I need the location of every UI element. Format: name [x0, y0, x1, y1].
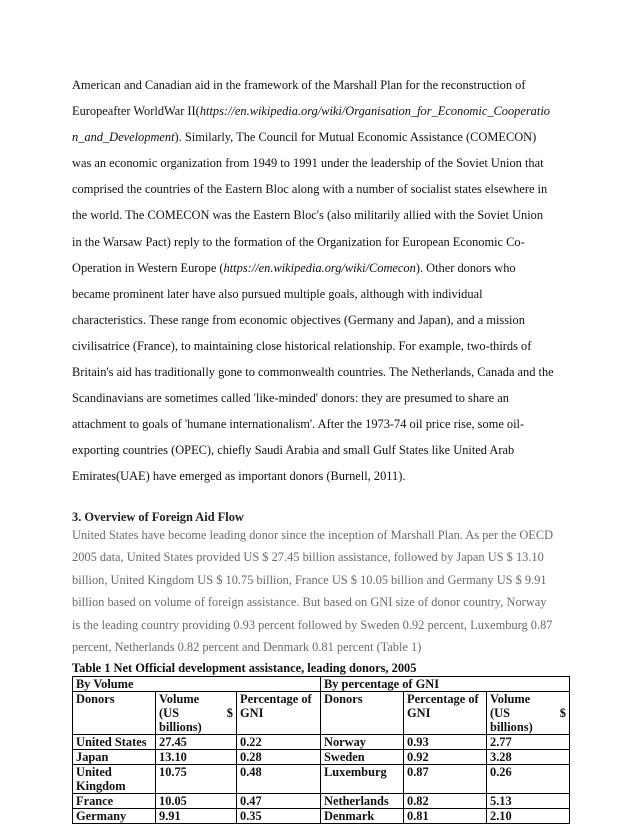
text-span: ). Other donors who [415, 260, 516, 275]
link-organisation-economic-cooperation[interactable]: https://en.wikipedia.org/wiki/Organisation_for_Economic_Cooperatio [199, 104, 550, 119]
text-span: ). Similarly, The Council for Mutual Economic Assistance (COMECON) [174, 130, 537, 145]
text-line: 2005 data, United States provided US $ 27.45 billion assistance, followed by Japan US $ 13.10 [72, 550, 544, 565]
header-volume-line [490, 706, 566, 720]
link-organisation-economic-cooperation-cont[interactable]: n_and_Development [72, 130, 175, 145]
cell-percentage-gni: 0.87 [404, 765, 487, 794]
header-volume-currency: $ [226, 706, 233, 721]
text-line: attachment to goals of 'humane internationalism'. After the 1973-74 oil price rise, some oil- [72, 417, 525, 432]
table-caption: Table 1 Net Official development assistance, leading donors, 2005 [72, 661, 417, 676]
header-volume-unit: (US [159, 706, 179, 721]
header-volume-line: Volume [490, 692, 531, 707]
text-line: became prominent later have also pursued multiple goals, although with individual [72, 286, 483, 301]
cell-percentage-gni: 0.92 [404, 750, 487, 765]
text-line: was an economic organization from 1949 to 1991 under the leadership of the Soviet Union that [72, 156, 544, 171]
text-line: characteristics. These range from economic objectives (Germany and Japan), and a mission [72, 312, 525, 327]
text-line: civilisatrice (France), to maintaining close historical relationship. For example, two-thirds of [72, 338, 532, 353]
cell-donor-gni: Norway [321, 735, 404, 750]
text-span: Operation in Western Europe ( [72, 260, 224, 275]
cell-volume: 10.05 [156, 794, 237, 809]
header-percentage-gni-2: Percentage of GNI [404, 692, 487, 735]
text-line [72, 98, 568, 124]
cell-percentage: 0.28 [237, 750, 321, 765]
table-header-row [73, 692, 570, 735]
table-row [73, 750, 570, 765]
cell-donor-gni: Netherlands [321, 794, 404, 809]
cell-percentage-gni: 0.93 [404, 735, 487, 750]
table-row [73, 809, 570, 824]
section-paragraph [72, 524, 568, 660]
text-line [72, 255, 568, 281]
header-volume-line: billions) [159, 720, 202, 735]
text-line: United States have become leading donor since the inception of Marshall Plan. As per the OECD [72, 527, 554, 542]
text-line [72, 124, 568, 150]
cell-volume-gni: 0.26 [487, 765, 570, 794]
cell-volume-gni: 5.13 [487, 794, 570, 809]
text-line: Emirates(UAE) have emerged as important donors (Burnell, 2011). [72, 469, 406, 484]
table-row [73, 765, 570, 794]
header-donors-gni: Donors [321, 692, 404, 735]
cell-percentage-gni: 0.82 [404, 794, 487, 809]
cell-donor-gni: Luxemburg [321, 765, 404, 794]
table-group-header-row [73, 677, 570, 692]
cell-volume-gni: 2.77 [487, 735, 570, 750]
text-line: American and Canadian aid in the framework of the Marshall Plan for the reconstruction of [72, 78, 526, 92]
cell-donor: Japan [73, 750, 156, 765]
group-header-volume: By Volume [73, 677, 321, 692]
cell-percentage: 0.47 [237, 794, 321, 809]
text-line: billion based on volume of foreign assistance. But based on GNI size of donor country, Norway [72, 595, 547, 610]
document-page [72, 72, 568, 824]
cell-percentage-gni: 0.81 [404, 809, 487, 824]
cell-donor: United States [73, 735, 156, 750]
group-header-gni: By percentage of GNI [321, 677, 570, 692]
cell-percentage: 0.22 [237, 735, 321, 750]
cell-volume-gni: 3.28 [487, 750, 570, 765]
cell-volume-gni: 2.10 [487, 809, 570, 824]
text-line: exporting countries (OPEC), chiefly Saudi Arabia and small Gulf States like United Arab [72, 443, 515, 458]
header-volume-line: billions) [490, 720, 533, 735]
cell-donor: United Kingdom [73, 765, 156, 794]
cell-volume: 9.91 [156, 809, 237, 824]
cell-percentage: 0.48 [237, 765, 321, 794]
cell-percentage: 0.35 [237, 809, 321, 824]
cell-volume: 27.45 [156, 735, 237, 750]
header-volume-2 [487, 692, 570, 735]
cell-donor: Germany [73, 809, 156, 824]
header-volume-line [159, 706, 233, 720]
text-line: percent, Netherlands 0.82 percent and Denmark 0.81 percent (Table 1) [72, 640, 422, 655]
header-percentage-gni: Percentage of GNI [237, 692, 321, 735]
header-volume-currency: $ [559, 706, 566, 721]
header-volume-line: Volume [159, 692, 200, 707]
text-span: Europeafter WorldWar II( [72, 104, 200, 119]
text-line: is the leading country providing 0.93 percent followed by Sweden 0.92 percent, Luxemburg 0.87 [72, 617, 553, 632]
cell-donor: France [73, 794, 156, 809]
table-row [73, 735, 570, 750]
body-paragraph [72, 72, 568, 490]
cell-donor-gni: Sweden [321, 750, 404, 765]
header-volume [156, 692, 237, 735]
section-heading: 3. Overview of Foreign Aid Flow [72, 509, 244, 524]
header-donors: Donors [73, 692, 156, 735]
header-volume-unit: (US [490, 706, 510, 721]
donor-table [72, 676, 570, 824]
cell-volume: 13.10 [156, 750, 237, 765]
text-line: in the Warsaw Pact) reply to the formation of the Organization for European Economic Co- [72, 234, 525, 249]
table-row [73, 794, 570, 809]
text-line: Britain's aid has traditionally gone to commonwealth countries. The Netherlands, Canada and the [72, 365, 554, 380]
cell-donor-gni: Denmark [321, 809, 404, 824]
text-line: billion, United Kingdom US $ 10.75 billion, France US $ 10.05 billion and Germany US $ 9.91 [72, 572, 547, 587]
text-line: Scandinavians are sometimes called 'like-minded' donors: they are presumed to share an [72, 391, 509, 406]
text-line: the world. The COMECON was the Eastern Bloc's (also militarily allied with the Soviet Union [72, 208, 544, 223]
link-comecon[interactable]: https://en.wikipedia.org/wiki/Comecon [223, 260, 416, 275]
text-line: comprised the countries of the Eastern Bloc along with a number of socialist states elsewhere in [72, 182, 548, 197]
cell-volume: 10.75 [156, 765, 237, 794]
